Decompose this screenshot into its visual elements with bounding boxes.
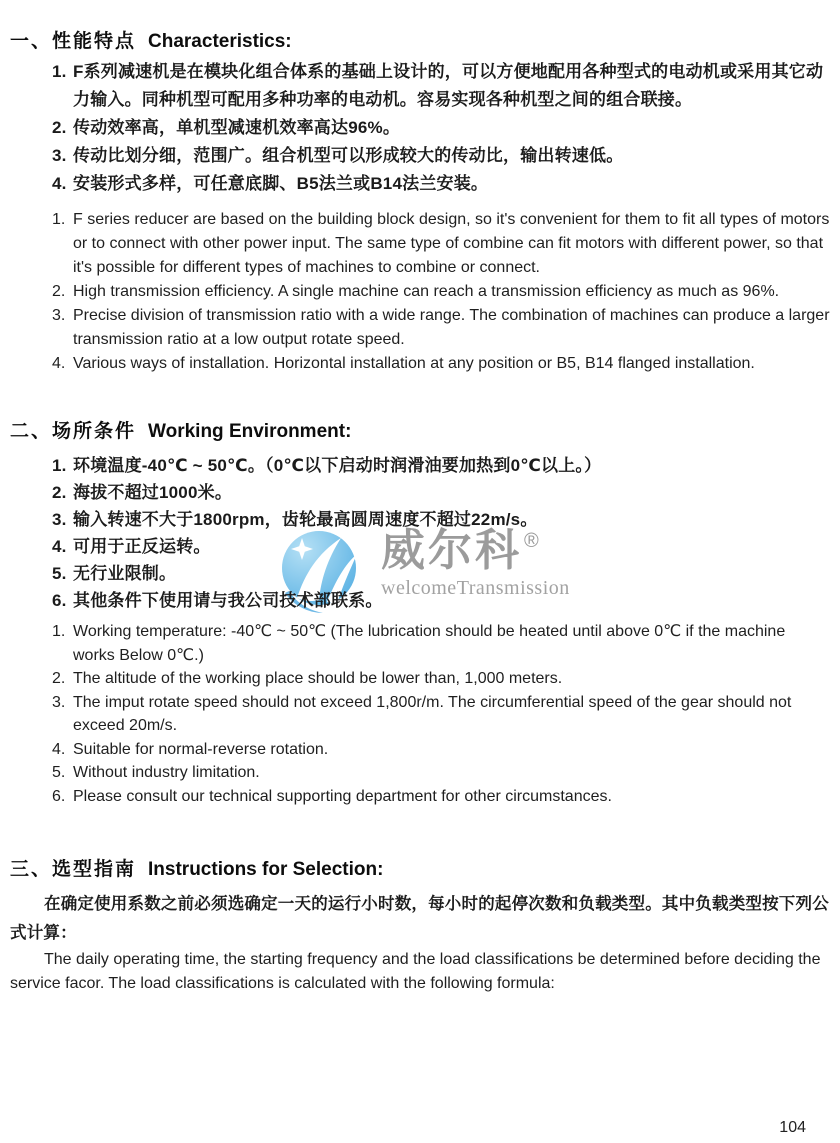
item-text: 输入转速不大于1800rpm，齿轮最高圆周速度不超过22m/s。 bbox=[73, 510, 538, 529]
item-text: 环境温度-40℃ ~ 50℃。（0℃以下启动时润滑油要加热到0℃以上。） bbox=[73, 456, 602, 475]
item-text: Suitable for normal-reverse rotation. bbox=[73, 740, 329, 758]
list-item bbox=[52, 280, 830, 304]
list-item bbox=[52, 533, 830, 560]
item-text: 海拔不超过1000米。 bbox=[73, 483, 233, 502]
list-item bbox=[52, 208, 830, 280]
list-item bbox=[52, 170, 830, 198]
item-text: Please consult our technical supporting department for other circumstances. bbox=[73, 787, 612, 805]
item-text: F系列减速机是在模块化组合体系的基础上设计的，可以方便地配用各种型式的电动机或采用其它动力输入。同种机型可配用多种功率的电动机。容易实现各种机型之间的组合联接。 bbox=[73, 62, 824, 109]
list-item bbox=[52, 691, 830, 738]
section-1-en-list bbox=[52, 208, 830, 376]
list-item bbox=[52, 142, 830, 170]
item-text: 其他条件下使用请与我公司技术部联系。 bbox=[73, 591, 383, 610]
list-item bbox=[52, 58, 830, 114]
section-2-cn-list bbox=[52, 452, 830, 614]
section-2-heading-cn: 二、场所条件 bbox=[10, 421, 137, 442]
item-number: 1. bbox=[52, 211, 66, 228]
page-number: 104 bbox=[779, 1119, 806, 1136]
item-number: 2. bbox=[52, 283, 66, 300]
item-number: 1. bbox=[52, 623, 66, 640]
list-item bbox=[52, 587, 830, 614]
item-number: 4. bbox=[52, 740, 66, 758]
list-item bbox=[52, 667, 830, 691]
item-number: 4. bbox=[52, 355, 66, 372]
item-number: 2. bbox=[52, 118, 67, 137]
item-number: 3. bbox=[52, 307, 66, 324]
item-number: 2. bbox=[52, 483, 67, 502]
item-text: Precise division of transmission ratio with a wide range. The combination of machines can produce a larger transmission ratio at a low output rotate speed. bbox=[73, 307, 830, 348]
item-text: F series reducer are based on the building block design, so it's convenient for them to fit all types of motors or to connect with other power input. The same type of combine can fit motors with different power, so that it's possible for different types of machines to combine or connect. bbox=[73, 211, 830, 276]
section-3-heading bbox=[10, 854, 383, 881]
list-item bbox=[52, 304, 830, 352]
list-item bbox=[52, 352, 830, 376]
item-text: Without industry limitation. bbox=[73, 764, 260, 781]
list-item bbox=[52, 114, 830, 142]
item-number: 5. bbox=[52, 564, 67, 583]
item-number: 4. bbox=[52, 537, 67, 556]
item-number: 1. bbox=[52, 456, 67, 475]
section-3-heading-cn: 三、选型指南 bbox=[10, 859, 137, 880]
section-1-heading-cn: 一、性能特点 bbox=[10, 31, 137, 52]
item-number: 3. bbox=[52, 510, 67, 529]
section-2-heading-en: Working Environment: bbox=[148, 421, 352, 442]
item-text: 无行业限制。 bbox=[73, 564, 177, 583]
section-1-heading bbox=[10, 26, 292, 53]
item-text: Various ways of installation. Horizontal installation at any position or B5, B14 flanged installation. bbox=[73, 355, 755, 372]
registered-trademark-symbol: ® bbox=[524, 530, 539, 552]
selection-paragraph-en: The daily operating time, the starting frequency and the load classifications be determined before deciding the service facor. The load classifications is calculated with the following formula: bbox=[10, 951, 821, 992]
item-number: 1. bbox=[52, 62, 67, 81]
item-text: 传动比划分细，范围广。组合机型可以形成较大的传动比，输出转速低。 bbox=[73, 146, 624, 165]
item-number: 3. bbox=[52, 693, 66, 711]
item-number: 3. bbox=[52, 146, 67, 165]
selection-paragraph-cn: 在确定使用系数之前必须选确定一天的运行小时数，每小时的起停次数和负载类型。其中负载类型按下列公式计算： bbox=[10, 895, 829, 942]
section-1-heading-en: Characteristics: bbox=[148, 31, 292, 52]
item-number: 2. bbox=[52, 670, 66, 687]
item-text: The altitude of the working place should be lower than, 1,000 meters. bbox=[73, 670, 563, 687]
item-text: Working temperature: -40℃ ~ 50℃ (The lubrication should be heated until above 0℃ if the machine works Below 0℃.) bbox=[73, 623, 786, 664]
list-item bbox=[52, 620, 830, 667]
section-2-heading bbox=[10, 416, 351, 443]
list-item bbox=[52, 506, 830, 533]
section-2-en-list bbox=[52, 620, 830, 808]
brand-name-en: welcomeTransmission bbox=[381, 577, 570, 599]
item-text: The imput rotate speed should not exceed 1,800r/m. The circumferential speed of the gear should not exceed 20m/s. bbox=[73, 693, 792, 734]
item-number: 5. bbox=[52, 764, 66, 781]
item-number: 6. bbox=[52, 787, 66, 805]
section-3-heading-en: Instructions for Selection: bbox=[148, 859, 384, 880]
list-item bbox=[52, 785, 830, 809]
item-text: 传动效率高，单机型减速机效率高达96%。 bbox=[73, 118, 401, 137]
item-text: 安装形式多样，可任意底脚、B5法兰或B14法兰安装。 bbox=[73, 174, 489, 193]
section-1-cn-list bbox=[52, 58, 830, 198]
list-item bbox=[52, 560, 830, 587]
item-text: High transmission efficiency. A single machine can reach a transmission efficiency as much as 96%. bbox=[73, 283, 780, 300]
item-number: 6. bbox=[52, 591, 67, 610]
list-item bbox=[52, 761, 830, 785]
brand-name-cn-text: 威尔科 bbox=[381, 526, 522, 575]
list-item bbox=[52, 738, 830, 762]
item-number: 4. bbox=[52, 174, 67, 193]
list-item bbox=[52, 479, 830, 506]
item-text: 可用于正反运转。 bbox=[73, 537, 211, 556]
list-item bbox=[52, 452, 830, 479]
